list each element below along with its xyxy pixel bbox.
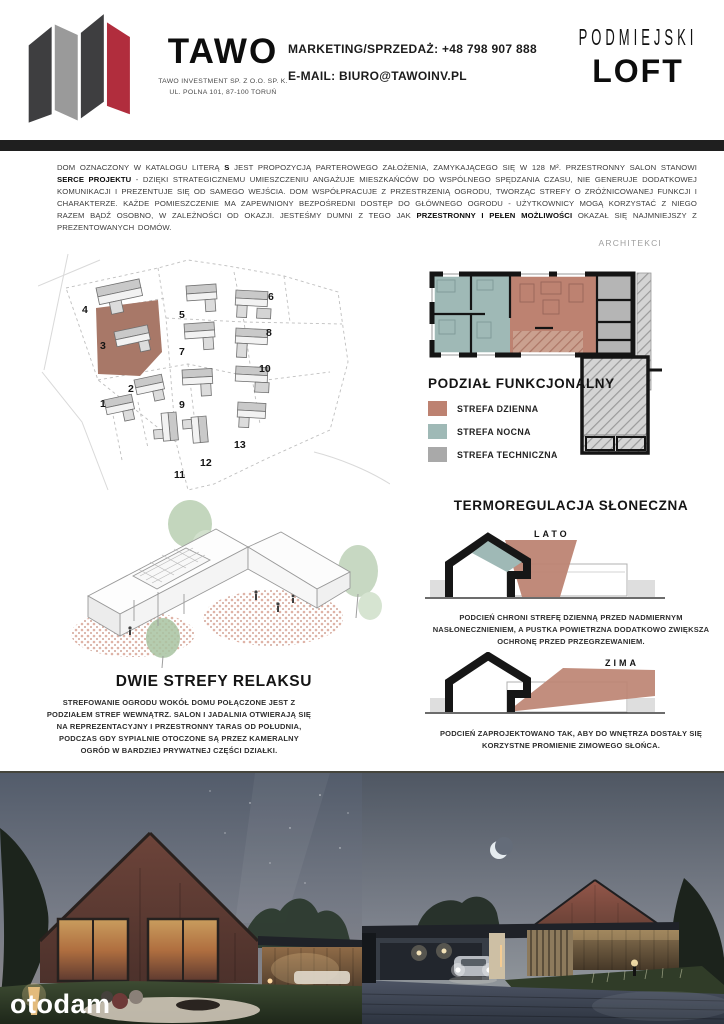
contact-email: E-MAIL: BIURO@TAWOINV.PL xyxy=(288,69,467,83)
brand-line-loft: LOFT xyxy=(592,53,684,89)
legend-row-dzienna: STREFA DZIENNA xyxy=(428,401,558,416)
cushion-red xyxy=(112,993,128,1009)
company-line2: UL. POLNA 101, 87-100 TORUŃ xyxy=(169,89,277,96)
legend-row-nocna: STREFA NOCNA xyxy=(428,424,558,439)
svg-text:7: 7 xyxy=(179,346,185,358)
contact-block xyxy=(288,42,537,96)
terrace-hatched xyxy=(513,331,583,355)
relax-caption: STREFOWANIE OGRODU WOKÓŁ DOMU POŁĄCZONE JEST Z PODZIAŁEM STREF WEWNĄTRZ. SALON I JADALNIA OTWIERAJĄ SIĘ NA REPREZENTACYJNY I PRZESTRONNY TARAS OD POŁUDNIA, PODCZAS GDY SYPIALNIE OTOCZONE SĄ PRZEZ KAMERALNY OGRÓD W BARDZIEJ PRYWATNEJ CZĘŚCI DZIAŁKI. xyxy=(46,698,312,755)
axon-illustration xyxy=(38,496,393,671)
relax-title: DWIE STREFY RELAKSU xyxy=(115,673,312,690)
company-address xyxy=(148,77,298,98)
entry-pillar xyxy=(489,933,505,979)
svg-text:1: 1 xyxy=(100,398,106,410)
site-plan xyxy=(38,252,390,497)
otodom-watermark: otodam xyxy=(10,989,111,1019)
photo-evening-garden xyxy=(0,773,362,1024)
svg-text:6: 6 xyxy=(268,291,274,303)
svg-text:12: 12 xyxy=(200,457,212,469)
winter-caption: PODCIEŃ ZAPROJEKTOWANO TAK, ABY DO WNĘTRZA DOSTAŁY SIĘ KORZYSTNE PROMIENIE ZIMOWEGO SŁOŃCA. xyxy=(439,729,703,750)
svg-text:13: 13 xyxy=(234,439,246,451)
svg-text:4: 4 xyxy=(82,304,88,316)
divider-bar xyxy=(0,140,724,151)
summer-diagram xyxy=(425,520,717,612)
slat-screen xyxy=(527,930,573,976)
swatch-nocna xyxy=(428,424,447,439)
floorplan-title: PODZIAŁ FUNKCJONALNY xyxy=(428,376,615,391)
byline-architekci: ARCHITEKCI xyxy=(598,238,662,248)
cushion-gray xyxy=(129,990,143,1004)
svg-text:8: 8 xyxy=(266,327,272,339)
company-name: TAWO xyxy=(167,32,279,71)
swatch-dzienna xyxy=(428,401,447,416)
photo-night-carport xyxy=(362,773,724,1024)
svg-text:9: 9 xyxy=(179,399,185,411)
summer-label: LATO xyxy=(534,529,570,539)
contact-phone: MARKETING/SPRZEDAŻ: +48 798 907 888 xyxy=(288,42,537,56)
intro-paragraph: DOM OZNACZONY W KATALOGU LITERĄ S JEST PROPOZYCJĄ PARTEROWEGO ZAŁOŻENIA, ZAMYKAJĄCEGO SIĘ W 128 M². PRZESTRONNY SALON STANOWI SERCE PROJEKTU - DZIĘKI STRATEGICZNEMU UMIESZCZENIU ANGAŻUJE MIESZKAŃCÓW DO WSPÓLNEGO SPĘDZANIA CZASU, NIE GENERUJE DODATKOWEJ KOMUNIKACJI I PREZENTUJE SIĘ OD SAMEGO WEJŚCIA. DOM WSPÓŁPRACUJE Z PRZESTRZENIĄ OGRODU, TWORZĄC STREFY O ZRÓŻNICOWANEJ FUNKCJI I CHARAKTERZE. KAŻDE POMIESZCZENIE MA ZAPEWNIONY BEZPOŚREDNI DOSTĘP DO GŁÓWNEGO OGRODU - UŻYTKOWNICY MOGĄ KORZYSTAĆ Z NIEGO RAZEM BĄDŹ OSOBNO, W ZALEŻNOŚCI OD OKAZJI. JESTEŚMY DUMNI Z TEGO JAK PRZESTRONNY I PEŁEN MOŻLIWOŚCI OKAZAŁ SIĘ NAJMNIEJSZY Z PREZENTOWANYCH DOMÓW. xyxy=(57,163,698,232)
winter-label: ZIMA xyxy=(605,658,639,668)
render-photos xyxy=(0,771,724,1024)
floorplan-legend xyxy=(428,401,558,470)
legend-row-techniczna: STREFA TECHNICZNA xyxy=(428,447,558,462)
zone-techniczna xyxy=(597,274,633,355)
svg-text:3: 3 xyxy=(100,340,106,352)
summer-caption: PODCIEŃ CHRONI STREFĘ DZIENNĄ PRZED NADMIERNYM NASŁONECZNIENIEM, A PUSTKA POWIETRZNA DODATKOWO ZWIĘKSZA OCHRONĘ PRZED PRZEGRZEWANIEM. xyxy=(432,613,710,646)
low-table xyxy=(176,1000,220,1011)
winter-diagram xyxy=(425,652,717,724)
svg-text:11: 11 xyxy=(174,469,186,481)
company-line1: TAWO INVESTMENT SP. Z O.O. SP. K. xyxy=(158,78,288,85)
swatch-techniczna xyxy=(428,447,447,462)
left-wall-edge xyxy=(362,933,376,983)
sofa xyxy=(294,971,350,984)
project-brand xyxy=(572,23,704,89)
tawo-logo-icon xyxy=(26,12,142,132)
winter-house-silhouette xyxy=(449,656,527,712)
lantern xyxy=(268,979,273,984)
brand-line-podmiejski: PODMIEJSKI xyxy=(578,23,698,50)
logo-text-block xyxy=(148,34,298,98)
svg-text:2: 2 xyxy=(128,383,134,395)
thermo-title: TERMOREGULACJA SŁONECZNA xyxy=(453,498,689,513)
svg-text:10: 10 xyxy=(259,363,271,375)
summer-sun-band xyxy=(505,540,577,597)
svg-text:5: 5 xyxy=(179,309,185,321)
